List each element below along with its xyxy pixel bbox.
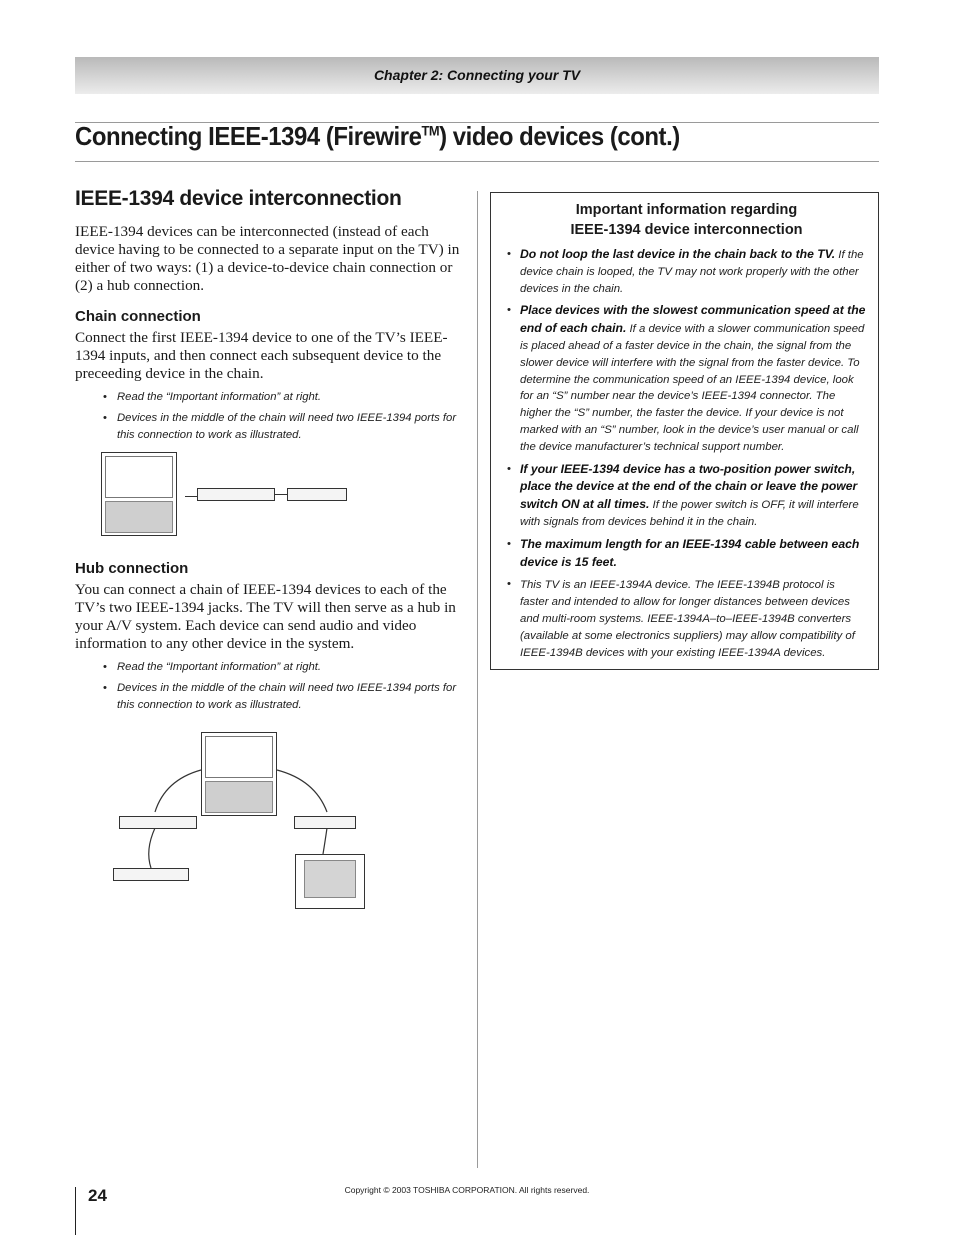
chain-connection-body: Connect the first IEEE-1394 device to one of the TV’s IEEE-1394 inputs, and then connect each subsequent device to the preceeding device in the chain. [75,329,448,382]
list-item: • Do not loop the last device in the chain back to the TV. If the device chain is looped, the TV may not work properly with the other devices in the chain. [520,246,866,297]
left-column [75,187,460,920]
dvd-recorder-illustration [197,488,275,501]
set-top-box-illustration [113,868,189,881]
copyright-notice: Copyright © 2003 TOSHIBA CORPORATION. All rights reserved. [344,1185,590,1195]
info-heading: Important information regarding IEEE-1394 device interconnection [570,202,803,238]
chain-connection-diagram [75,452,460,552]
hub-connection-body: You can connect a chain of IEEE-1394 devices to each of the TV’s two IEEE-1394 jacks. The TV will then serve as a hub in your A/V system. Each device can send audio and video information to any other device in the system. [75,581,456,652]
intro-paragraph: IEEE-1394 devices can be interconnected (instead of each device having to be connected to a separate input on the TV) in either of two ways: (1) a device-to-device chain connection or (2) a hub connection. [75,223,460,294]
page-title: Connecting IEEE-1394 (Firewire™) video devices (cont.) [75,121,680,151]
projection-tv-illustration [201,732,277,816]
chapter-label: Chapter 2: Connecting your TV [373,67,581,83]
chapter-header-bar [75,57,879,94]
list-item: • Read the “Important information” at right. [117,659,460,676]
hub-notes [75,659,460,714]
monitor-tv-illustration [295,854,365,909]
list-item: • This TV is an IEEE-1394A device. The IEEE-1394B protocol is faster and intended to allow for longer distances between devices and multi-room systems. IEEE-1394A–to–IEEE-1394B converters (available at some electronics suppliers) may allow compatibility of IEEE-1394B devices with your existing IEEE-1394A devices. [520,576,866,661]
projection-tv-illustration [101,452,177,536]
column-divider [477,191,478,1168]
page-number: 24 [88,1186,107,1205]
chain-notes [75,389,460,444]
hub-connection-heading: Hub connection [75,560,189,577]
list-item: • Devices in the middle of the chain will need two IEEE-1394 ports for this connection to work as illustrated. [117,410,460,444]
cable-line [275,494,287,495]
vcr-illustration [287,488,347,501]
info-list [507,246,866,661]
trademark-mark: TM [421,122,440,139]
section-heading: IEEE-1394 device interconnection [75,187,402,210]
dvd-recorder-illustration [119,816,197,829]
footer-margin-bar [75,1187,76,1235]
list-item: • Place devices with the slowest communication speed at the end of each chain. If a device with a slower communication speed is placed ahead of a faster device in the chain, the signal from the slower device will interfere with the signal from the faster device. To determine the communication speed of an IEEE-1394 device, look for an “S” number near the device’s IEEE-1394 connector. The higher the “S” number, the faster the device. If your device is not marked with an “S” number, look in the device’s user manual or call the device manufacturer’s technical support number. [520,302,866,455]
important-information-box [490,192,879,670]
list-item: • Read the “Important information” at right. [117,389,460,406]
title-rule-bottom [75,161,879,162]
hub-connection-diagram [75,730,460,920]
list-item: • If your IEEE-1394 device has a two-position power switch, place the device at the end of the chain or leave the power switch ON at all times. If the power switch is OFF, it will interfere with signals from devices behind it in the chain. [520,461,866,531]
list-item: • The maximum length for an IEEE-1394 cable between each device is 15 feet. [520,536,866,572]
list-item: • Devices in the middle of the chain will need two IEEE-1394 ports for this connection to work as illustrated. [117,680,460,714]
chain-connection-heading: Chain connection [75,308,201,325]
vcr-illustration [294,816,356,829]
